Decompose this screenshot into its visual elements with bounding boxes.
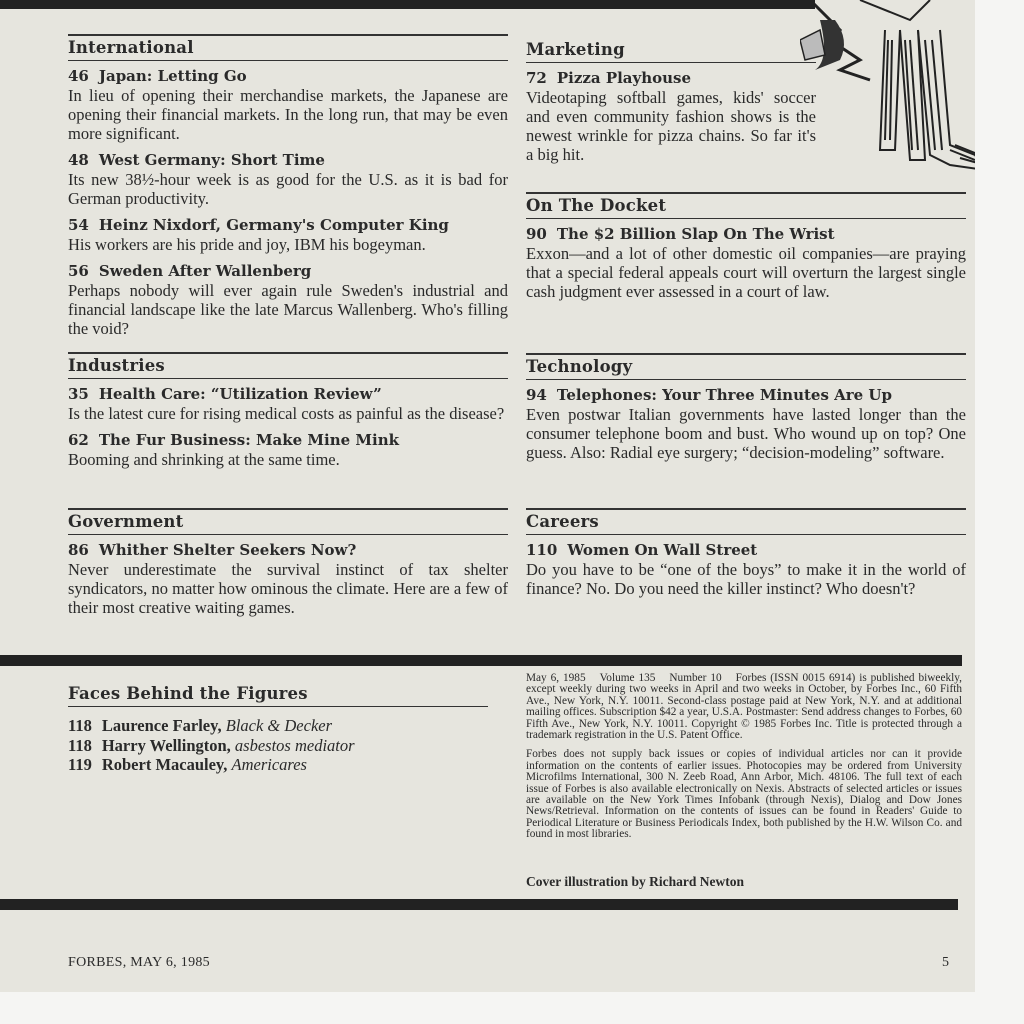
person-name: Laurence Farley, [101, 716, 222, 735]
person-role: Black & Decker [225, 716, 333, 735]
section-careers [526, 508, 966, 606]
section-rule [526, 192, 966, 194]
page-number: 110 [526, 541, 558, 559]
divider-bar [0, 899, 958, 910]
cover-credit: Cover illustration by Richard Newton [526, 874, 744, 889]
page-number: 94 [526, 386, 547, 404]
article-entry[interactable] [526, 541, 966, 598]
section-title: Faces Behind the Figures [68, 684, 308, 703]
page-edge [0, 992, 1024, 1024]
article-desc: Perhaps nobody will ever again rule Sweden's industrial and financial landscape like the late Marcus Wallenberg. Who's filling the void? [68, 281, 508, 338]
article-entry[interactable] [68, 431, 508, 469]
face-entry[interactable] [68, 736, 488, 756]
article-desc: Never underestimate the survival instinct of tax shelter syndicators, no matter how ominous the climate. Here are a few of their most creative waiting games. [68, 560, 508, 617]
article-desc: His workers are his pride and joy, IBM his bogeyman. [68, 235, 426, 254]
article-title: Pizza Playhouse [556, 69, 692, 87]
section-title: Technology [526, 357, 633, 376]
section-rule [526, 353, 966, 355]
article-title: The $2 Billion Slap On The Wrist [556, 225, 835, 243]
page-number: 118 [68, 735, 92, 755]
article-entry[interactable] [68, 385, 508, 423]
article-desc: Is the latest cure for rising medical costs as painful as the disease? [68, 404, 505, 423]
article-title: West Germany: Short Time [98, 151, 325, 169]
cover-illustration [800, 0, 1000, 180]
section-title: Careers [526, 512, 599, 531]
publication-paragraph: Forbes (ISSN 0015 6914) is published biweekly, except weekly during two weeks in April and two weeks in October, by Forbes Inc., 60 Fifth Ave., New York, N.Y. 10011. Second-class postage paid at New York, N.Y. and at additional mailing offices. Subscription $42 a year, U.S.A. Postmaster: Send address changes to Forbes, 60 Fifth Ave., New York, N.Y. 10011. Copyright © 1985 Forbes Inc. Title is protected through a trademark registration in the U.S. Patent Office. [526, 672, 962, 742]
section-rule [68, 706, 488, 707]
section-technology [526, 353, 966, 470]
page-number: 72 [526, 69, 547, 87]
issue-date: May 6, 1985 [526, 672, 586, 684]
article-entry[interactable] [68, 67, 508, 143]
page-number: 86 [68, 541, 89, 559]
section-international [68, 34, 508, 346]
section-rule [68, 508, 508, 510]
page-number: 62 [68, 431, 89, 449]
article-entry[interactable] [68, 262, 508, 338]
article-desc: Booming and shrinking at the same time. [68, 450, 340, 469]
section-title: Marketing [526, 40, 625, 59]
article-desc: Its new 38½-hour week is as good for the U.S. as it is bad for German productivity. [68, 170, 508, 208]
article-entry[interactable] [526, 225, 966, 301]
article-entry[interactable] [68, 151, 508, 208]
article-title: Women On Wall Street [567, 541, 758, 559]
page-number: 48 [68, 151, 89, 169]
article-title: The Fur Business: Make Mine Mink [98, 431, 400, 449]
publication-paragraph: Forbes does not supply back issues or copies of individual articles nor can it provide information on the contents of earlier issues. Photocopies may be ordered from University Microfilms International, 300 N. Zeeb Road, Ann Arbor, Mich. 48106. The full text of each issue of Forbes is also available electronically on Nexis. Abstracts of selected articles or issues are available on the New York Times Infobank (through Nexis), Dialog and Dow Jones News/Retrieval. Information on the contents of issues can be found in Readers' Guide to Periodical Literature or Business Periodicals Index, both published by the H.W. Wilson Co. and found in most libraries. [526, 748, 962, 841]
article-entry[interactable] [68, 541, 508, 617]
article-entry[interactable] [68, 216, 508, 254]
article-entry[interactable] [526, 386, 966, 462]
section-title: On The Docket [526, 196, 667, 215]
face-entry[interactable] [68, 716, 488, 736]
section-title: Industries [68, 356, 165, 375]
person-role: Americares [231, 755, 307, 774]
article-title: Japan: Letting Go [98, 67, 247, 85]
person-name: Robert Macauley, [101, 755, 228, 774]
page-number: 119 [68, 755, 92, 774]
person-role: asbestos mediator [234, 735, 355, 755]
divider-bar [0, 655, 962, 666]
face-entry[interactable] [68, 755, 488, 775]
top-rule [0, 0, 815, 9]
section-title: International [68, 38, 194, 57]
section-title: Government [68, 512, 184, 531]
article-desc: Do you have to be “one of the boys” to make it in the world of finance? No. Do you need the killer instinct? Who doesn't? [526, 560, 966, 598]
article-title: Health Care: “Utilization Review” [98, 385, 382, 403]
article-desc: Even postwar Italian governments have lasted longer than the consumer telephone boom and bust. Who wound up on top? One guess. Also: Radial eye surgery; “decision-modeling” software. [526, 405, 966, 462]
page-number: 118 [68, 716, 92, 735]
footer-folio: FORBES, MAY 6, 1985 [68, 955, 210, 970]
article-desc: Videotaping softball games, kids' soccer and even community fashion shows is the newest wrinkle for pizza chains. So far it's a big hit. [526, 88, 816, 164]
section-rule [526, 508, 966, 510]
section-rule [68, 352, 508, 354]
section-on-the-docket [526, 192, 966, 309]
issue-volume: Volume 135 [599, 672, 656, 684]
page-number: 56 [68, 262, 89, 280]
page-edge [975, 0, 1024, 1024]
faces-section [68, 682, 488, 775]
person-name: Harry Wellington, [101, 735, 231, 755]
section-rule [68, 34, 508, 36]
article-desc: In lieu of opening their merchandise markets, the Japanese are opening their financial markets. In the long run, that may be even more significant. [68, 86, 508, 143]
article-entry[interactable] [526, 69, 816, 164]
page-number: 54 [68, 216, 89, 234]
issue-number: Number 10 [669, 672, 722, 684]
article-title: Sweden After Wallenberg [98, 262, 312, 280]
page-number: 90 [526, 225, 547, 243]
section-government [68, 508, 508, 625]
page-number: 5 [942, 955, 949, 970]
article-desc: Exxon—and a lot of other domestic oil companies—are praying that a special federal appeals court will overturn the largest single cash judgment ever assessed in a court of law. [526, 244, 966, 301]
section-marketing [526, 38, 816, 172]
page-number: 46 [68, 67, 89, 85]
article-title: Telephones: Your Three Minutes Are Up [556, 386, 893, 404]
page-number: 35 [68, 385, 89, 403]
publication-info [526, 673, 962, 849]
section-industries [68, 352, 508, 477]
article-title: Whither Shelter Seekers Now? [98, 541, 357, 559]
article-title: Heinz Nixdorf, Germany's Computer King [98, 216, 449, 234]
